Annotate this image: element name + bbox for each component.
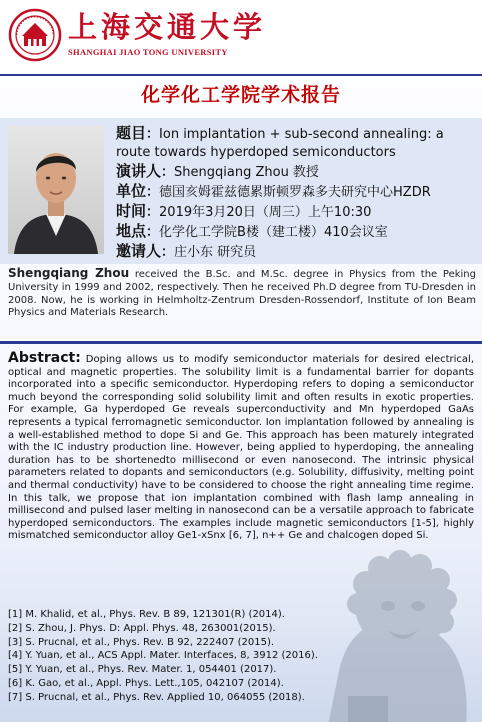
time-value: 2019年3月20日（周三）上午10:30	[159, 205, 372, 220]
header-divider	[0, 74, 482, 76]
bio-text: received the B.Sc. and M.Sc. degree in Physics from the Peking University in 1999 and 2002, respectively. Then he received Ph.D degree from TU-Dresden in 2008. Now, he is working in Helmholtz-Zentrum Dresden-Rossendorf, Institute of Ion Beam Physics and Materials Research.	[8, 269, 476, 319]
topic-row: 题目：Ion implantation + sub-second annealing: a route towards hyperdoped semiconductors	[116, 124, 444, 160]
talk-info	[116, 124, 476, 262]
topic-label: 题目	[116, 124, 147, 142]
speaker-value: Shengqiang Zhou 教授	[174, 165, 319, 180]
affiliation-value: 德国亥姆霍兹德累斯顿罗森多夫研究中心HZDR	[159, 185, 431, 200]
location-value: 化学化工学院B楼（建工楼）410会议室	[159, 225, 388, 240]
time-row: 时间：2019年3月20日（周三）上午10:30	[116, 202, 372, 220]
speaker-row: 演讲人：Shengqiang Zhou 教授	[116, 162, 319, 180]
abstract-section	[8, 352, 474, 543]
university-name-cn: 上海交通大学	[68, 10, 267, 44]
section-divider	[0, 341, 482, 344]
abstract-text: Doping allows us to modify semiconductor materials for desired electrical, optical and magnetic properties. The solubility limit is a fundamental barrier for dopants incorporated into a specific semiconductor. Hyperdoping refers to doping a semiconductor much beyond the corresponding solid solubility limit and often results in exotic properties. For example, Ga hyperdoped Ge reveals superconductivity and Mn hyperdoped GaAs represents a typical ferromagnetic semiconductor. Ion implantation followed by annealing is a well-established method to dope Si and Ge. This approach has been maturely integrated with the IC industry production line. However, being applied to hyperdoping, the annealing duration has to be shortenedto millisecond or even nanosecond. The intrinsic physical parameters related to dopants and semiconductors (e.g. Solubility, diffusivity, melting point and thermal conductivity) have to be considered to choose the right annealing time regime. In this talk, we propose that ion implantation combined with flash lamp annealing in millisecond and pulsed laser melting in nanosecond can be a versatile approach to fabricate hyperdoped semiconductors. The examples include magnetic semiconductors [1-5], highly mismatched semiconductor alloy Ge1-xSnx [6, 7], n++ Ge and chalcogen doped Si.	[8, 354, 474, 542]
location-row: 地点：化学化工学院B楼（建工楼）410会议室	[116, 222, 388, 240]
reference-item: [3] S. Prucnal, et al., Phys. Rev. B 92, 222407 (2015).	[8, 636, 275, 648]
abstract-label: Abstract:	[8, 350, 81, 366]
reference-item: [5] Y. Yuan, et al., Phys. Rev. Mater. 1, 054401 (2017).	[8, 664, 277, 676]
reference-item: [6] K. Gao, et al., Appl. Phys. Lett.,105, 042107 (2014).	[8, 677, 284, 689]
host-label: 邀请人	[116, 242, 162, 260]
reference-item: [4] Y. Yuan, et al., ACS Appl. Mater. Interfaces, 8, 3912 (2016).	[8, 650, 318, 662]
topic-value: Ion implantation + sub-second annealing: a route towards hyperdoped semiconductors	[116, 127, 444, 160]
host-value: 庄小东 研究员	[174, 245, 257, 260]
speaker-bio	[8, 267, 476, 320]
affiliation-row: 单位：德国亥姆霍兹德累斯顿罗森多夫研究中心HZDR	[116, 182, 431, 200]
reference-item: [2] S. Zhou, J. Phys. D: Appl. Phys. 48, 263001(2015).	[8, 622, 276, 634]
location-label: 地点	[116, 222, 147, 240]
reference-item: [1] M. Khalid, et al., Phys. Rev. B 89, 121301(R) (2014).	[8, 609, 285, 620]
bio-name: Shengqiang Zhou	[8, 266, 130, 280]
references-list	[8, 608, 368, 705]
reference-item: [7] S. Prucnal, et al., Phys. Rev. Applied 10, 064055 (2018).	[8, 691, 305, 703]
affiliation-label: 单位	[116, 182, 147, 200]
university-logo	[8, 8, 266, 62]
speaker-photo	[8, 126, 104, 254]
speaker-label: 演讲人	[116, 162, 162, 180]
university-seal-icon	[8, 8, 62, 62]
time-label: 时间	[116, 202, 147, 220]
host-row: 邀请人：庄小东 研究员	[116, 242, 257, 260]
university-name-en: SHANGHAI JIAO TONG UNIVERSITY	[68, 47, 228, 57]
page-title: 化学化工学院学术报告	[140, 84, 341, 106]
